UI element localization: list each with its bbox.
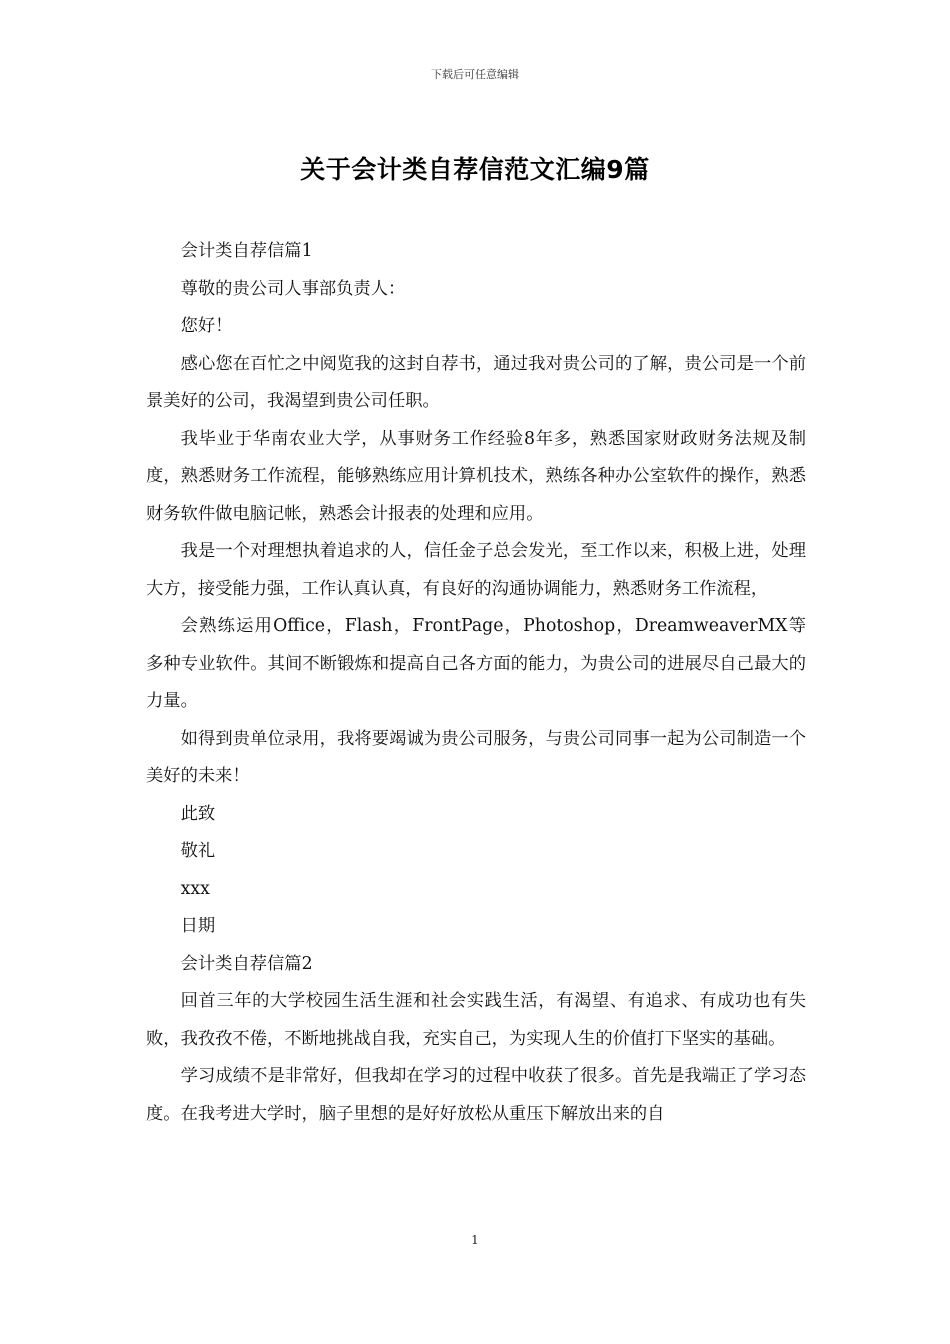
salutation: 尊敬的贵公司人事部负责人： (180, 278, 406, 299)
body-paragraph: 我是一个对理想执着追求的人，信任金子总会发光，至工作以来，积极上进，处理大方，接受能力强，工作认真认真，有良好的沟通协调能力，熟悉财务工作流程， (146, 541, 806, 599)
section-heading-2: 会计类自荐信篇2 (180, 953, 313, 974)
document-body (146, 233, 806, 1133)
body-paragraph: 回首三年的大学校园生活生涯和社会实践生活，有渴望、有追求、有成功也有失败，我孜孜不倦，不断地挑战自我，充实自己，为实现人生的价值打下坚实的基础。 (146, 991, 806, 1049)
greeting: 您好！ (180, 316, 233, 336)
body-paragraph: 如得到贵单位录用，我将要竭诚为贵公司服务，与贵公司同事一起为公司制造一个美好的未来！ (146, 728, 806, 786)
signature: xxx (180, 878, 210, 899)
body-paragraph: 会熟练运用Office，Flash，FrontPage，Photoshop，DreamweaverMX等多种专业软件。其间不断锻炼和提高自己各方面的能力，为贵公司的进展尽自己最大的力量。 (146, 616, 806, 711)
date-line: 日期 (180, 916, 216, 936)
body-paragraph: 学习成绩不是非常好，但我却在学习的过程中收获了很多。首先是我端正了学习态度。在我考进大学时，脑子里想的是好好放松从重压下解放出来的自 (146, 1066, 806, 1124)
section-heading-1: 会计类自荐信篇1 (180, 241, 313, 261)
closing-line: 此致 (180, 803, 216, 824)
document-title: 关于会计类自荐信范文汇编9篇 (300, 155, 650, 184)
body-paragraph: 感心您在百忙之中阅览我的这封自荐书，通过我对贵公司的了解，贵公司是一个前景美好的公司，我渴望到贵公司任职。 (146, 353, 806, 411)
header-note: 下载后可任意编辑 (431, 68, 519, 81)
closing-line: 敬礼 (180, 841, 216, 861)
page-number: 1 (471, 1233, 479, 1247)
body-paragraph: 我毕业于华南农业大学，从事财务工作经验8年多，熟悉国家财政财务法规及制度，熟悉财务工作流程，能够熟练应用计算机技术，熟练各种办公室软件的操作，熟悉财务软件做电脑记帐，熟悉会计报表的处理和应用。 (146, 428, 806, 524)
